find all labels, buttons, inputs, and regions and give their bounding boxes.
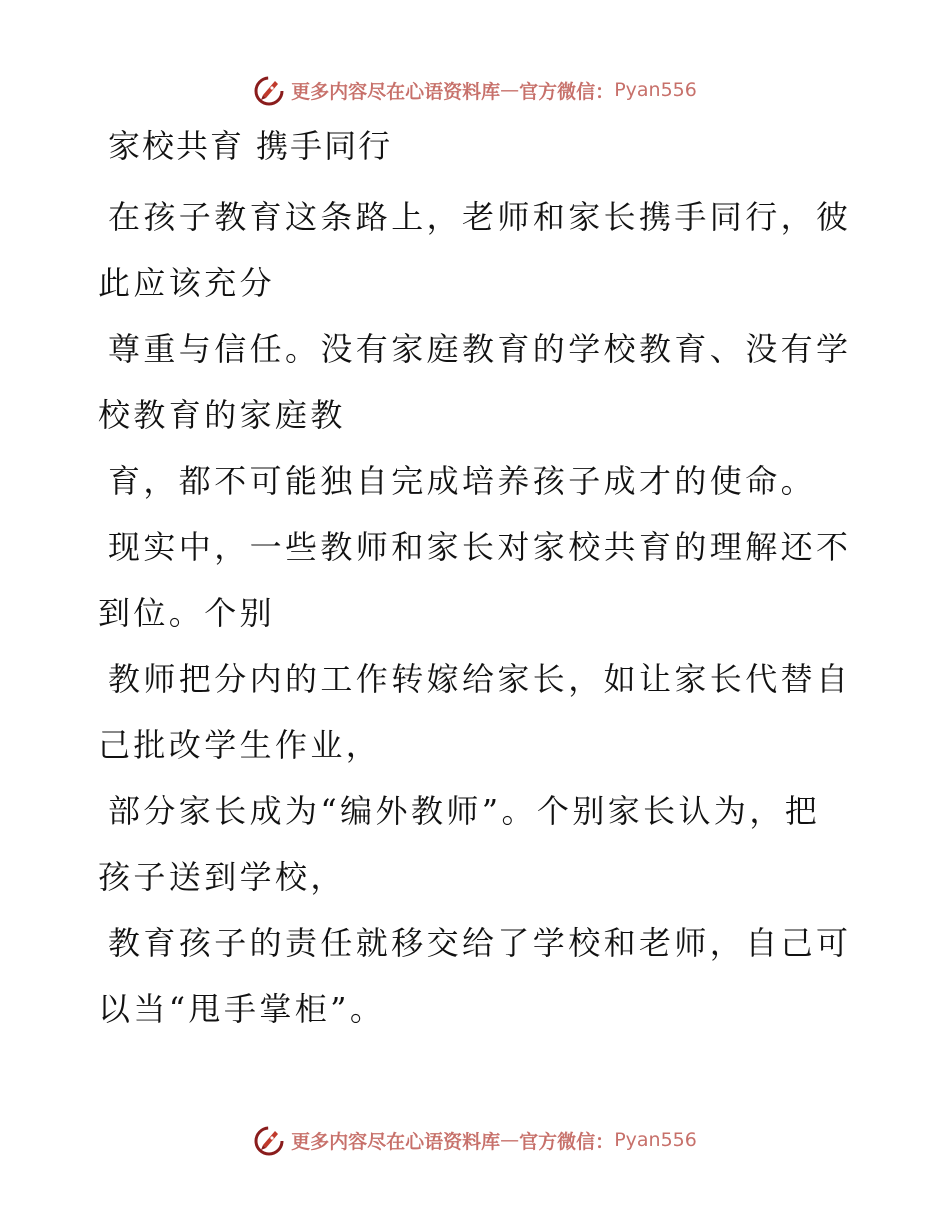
paragraph (98, 514, 852, 646)
pen-nib-swirl-logo-icon (253, 73, 287, 107)
paragraph (98, 184, 852, 316)
paragraph-line: 尊重与信任。没有家庭教育的学校教育、没有学 (108, 330, 852, 368)
paragraph-line: 教师把分内的工作转嫁给家长，如让家长代替自 (108, 660, 852, 698)
paragraph-line: 孩子送到学校， (98, 858, 346, 896)
paragraph-line: 校教育的家庭教 (98, 396, 346, 434)
paragraph-line: 教育孩子的责任就移交给了学校和老师，自己可 (108, 924, 852, 962)
footer-banner (0, 1120, 950, 1160)
paragraph-line: 部分家长成为“编外教师”。个别家长认为，把 (108, 792, 821, 830)
paragraph (98, 646, 852, 778)
paragraph-line: 到位。个别 (98, 594, 276, 632)
footer-wechat-account: Pyan556 (614, 1129, 697, 1151)
header-site-text: 更多内容尽在心语资料库 (291, 80, 501, 103)
footer-site-text: 更多内容尽在心语资料库 (291, 1130, 501, 1153)
header-banner (0, 70, 950, 110)
paragraph (98, 316, 852, 448)
pen-nib-swirl-logo-icon (253, 1123, 287, 1157)
paragraph (98, 448, 838, 514)
document-title: 家校共育 携手同行 (108, 127, 393, 165)
paragraph-line: 此应该充分 (98, 264, 276, 302)
paragraph (98, 778, 838, 910)
header-separator: — (500, 79, 520, 101)
paragraph-line: 己批改学生作业， (98, 726, 382, 764)
paragraph (98, 910, 852, 1042)
paragraph-line: 以当“甩手掌柜”。 (98, 990, 386, 1028)
header-wechat-account: Pyan556 (614, 79, 697, 101)
paragraph-line: 在孩子教育这条路上，老师和家长携手同行，彼 (108, 198, 852, 236)
document-body (98, 122, 852, 1042)
paragraph-line: 现实中，一些教师和家长对家校共育的理解还不 (108, 528, 852, 566)
paragraph-line: 育，都不可能独自完成培养孩子成才的使命。 (108, 462, 817, 500)
footer-wechat-label: 官方微信： (519, 1130, 615, 1153)
footer-separator: — (500, 1129, 520, 1151)
header-wechat-label: 官方微信： (519, 80, 615, 103)
